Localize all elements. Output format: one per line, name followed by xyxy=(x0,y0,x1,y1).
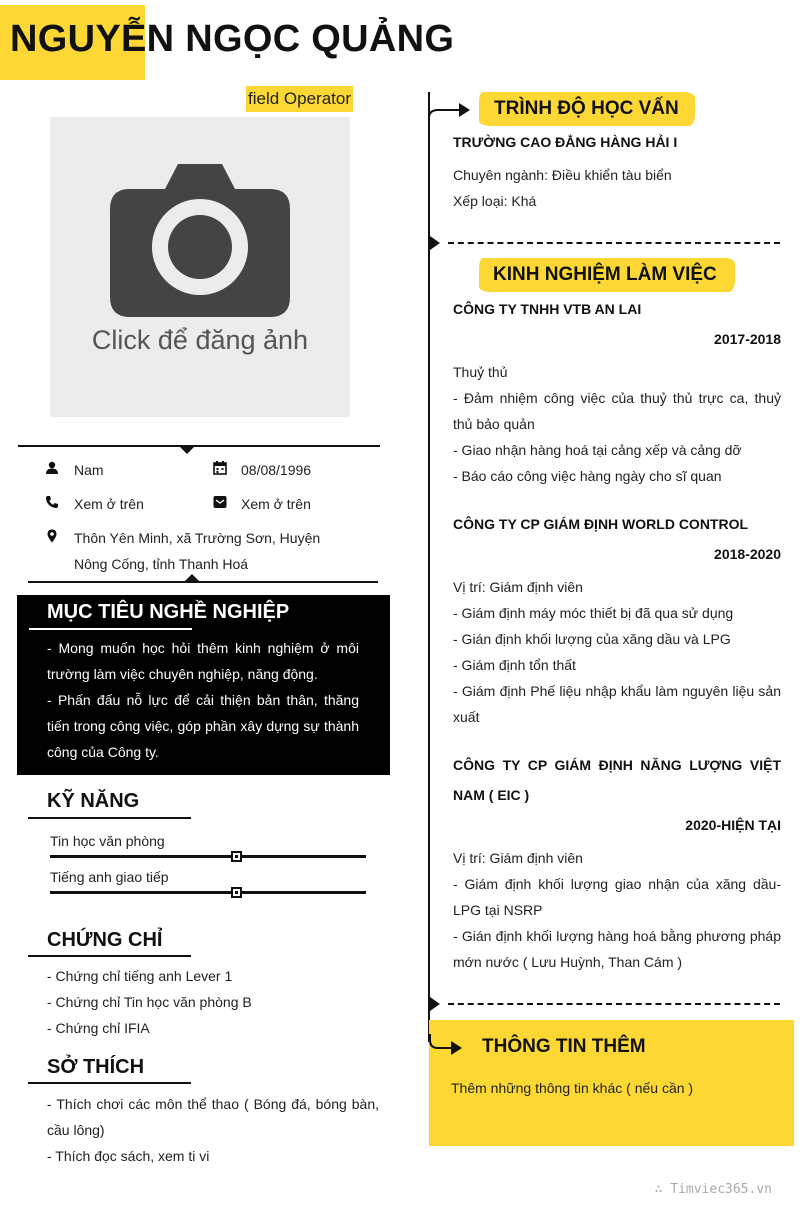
timeline-line xyxy=(428,92,430,1042)
skill-name: Tiếng anh giao tiếp xyxy=(50,869,169,885)
job-detail: Vị trí: Giám định viên xyxy=(453,850,583,866)
divider-arrow-down xyxy=(179,446,195,454)
arrow-right-icon xyxy=(428,1032,464,1060)
avatar-caption: Click để đăng ảnh xyxy=(91,325,309,355)
job-detail: - Giao nhận hàng hoá tại cảng xếp và cảng dỡ xyxy=(453,442,742,458)
certificate-item: - Chứng chỉ IFIA xyxy=(47,1020,150,1036)
job-detail: - Đảm nhiệm công việc của thuỷ thủ trực ca, thuỷ thủ bảo quản xyxy=(453,390,781,432)
education-grade: Xếp loại: Khá xyxy=(453,193,537,209)
timeline-marker xyxy=(430,997,440,1011)
job-company: CÔNG TY TNHH VTB AN LAI xyxy=(453,301,642,317)
certificates-title-underline xyxy=(28,955,191,957)
skill-level-handle[interactable] xyxy=(231,887,242,898)
dob-value: 08/08/1996 xyxy=(241,462,312,478)
section-divider xyxy=(448,242,780,244)
job-detail: - Giám định khối lượng giao nhận của xăng dầu-LPG tại NSRP xyxy=(453,876,781,918)
job-detail: - Báo cáo công việc hàng ngày cho sĩ quan xyxy=(453,468,722,484)
certificate-item: - Chứng chỉ Tin học văn phòng B xyxy=(47,994,252,1010)
phone-value: Xem ở trên xyxy=(74,496,144,512)
hobby-item: - Thích đọc sách, xem ti vi xyxy=(47,1148,210,1164)
avatar-upload[interactable] xyxy=(50,117,350,417)
job-detail: - Giám định Phế liệu nhập khẩu làm nguyên liệu sản xuất xyxy=(453,683,781,725)
camera-icon xyxy=(110,161,290,321)
job-years: 2020-HIỆN TẠI xyxy=(685,817,781,833)
certificates-title: CHỨNG CHỈ xyxy=(47,929,163,951)
extra-info-title: THÔNG TIN THÊM xyxy=(482,1036,646,1057)
skills-title: KỸ NĂNG xyxy=(47,790,140,812)
arrow-right-icon xyxy=(428,98,472,122)
gender-value: Nam xyxy=(74,462,104,478)
candidate-name: NGUYỄN NGỌC QUẢNG xyxy=(10,18,455,60)
education-title: TRÌNH ĐỘ HỌC VẤN xyxy=(494,98,679,119)
watermark-icon: ∴ xyxy=(654,1182,671,1197)
objective-title-underline xyxy=(29,628,192,630)
hobbies-title: SỞ THÍCH xyxy=(47,1056,145,1078)
watermark-text: Timviec365.vn xyxy=(670,1182,772,1197)
job-detail: - Giám định tổn thất xyxy=(453,657,576,673)
job-position[interactable]: field Operator xyxy=(246,86,353,112)
extra-info-text[interactable]: Thêm những thông tin khác ( nếu cần ) xyxy=(451,1080,694,1096)
location-icon xyxy=(45,529,59,543)
hobbies-title-underline xyxy=(28,1082,191,1084)
address-line-1: Thôn Yên Minh, xã Trường Sơn, Huyện xyxy=(74,530,321,546)
job-detail: Thuỷ thủ xyxy=(453,364,508,380)
job-detail: Vị trí: Giám định viên xyxy=(453,579,583,595)
skill-level-handle[interactable] xyxy=(231,851,242,862)
school-name: TRƯỜNG CAO ĐẲNG HÀNG HẢI I xyxy=(453,134,678,150)
objective-line: - Phấn đấu nỗ lực để cải thiện bản thân, thăng tiến trong công việc, góp phần xây dựng sự thành công của Công ty. xyxy=(47,692,359,760)
email-value: Xem ở trên xyxy=(241,496,311,512)
job-detail: - Gián định khối lượng của xăng dầu và LPG xyxy=(453,631,731,647)
timeline-marker xyxy=(430,236,440,250)
objective-title: MỤC TIÊU NGHỀ NGHIỆP xyxy=(47,601,290,623)
skill-name: Tin học văn phòng xyxy=(50,833,165,849)
divider-bottom xyxy=(28,581,378,583)
skills-title-underline xyxy=(28,817,191,819)
phone-icon xyxy=(45,495,59,509)
objective-section xyxy=(17,595,390,775)
skill-bar xyxy=(50,855,366,858)
education-major: Chuyên ngành: Điều khiển tàu biển xyxy=(453,167,672,183)
objective-body[interactable] xyxy=(47,635,359,765)
experience-title: KINH NGHIỆM LÀM VIỆC xyxy=(493,264,717,285)
calendar-icon xyxy=(213,461,227,475)
email-icon xyxy=(213,495,227,509)
hobby-item: - Thích chơi các môn thể thao ( Bóng đá, bóng bàn, cầu lông) xyxy=(47,1096,379,1138)
objective-line: - Mong muốn học hỏi thêm kinh nghiệm ở môi trường làm việc chuyên nghiệp, năng động. xyxy=(47,640,359,682)
user-icon xyxy=(45,461,59,475)
job-years: 2018-2020 xyxy=(714,546,781,562)
job-detail: - Gián định khối lượng hàng hoá bằng phương pháp mớn nước ( Lưu Huỳnh, Than Cám ) xyxy=(453,928,781,970)
job-company: CÔNG TY CP GIÁM ĐỊNH NĂNG LƯỢNG VIỆT NAM ( EIC ) xyxy=(453,757,781,803)
divider-top xyxy=(18,445,380,447)
address-line-2: Nông Cống, tỉnh Thanh Hoá xyxy=(74,556,249,572)
job-years: 2017-2018 xyxy=(714,331,781,347)
skill-bar xyxy=(50,891,366,894)
section-divider xyxy=(448,1003,780,1005)
certificate-item: - Chứng chỉ tiếng anh Lever 1 xyxy=(47,968,233,984)
job-company: CÔNG TY CP GIÁM ĐỊNH WORLD CONTROL xyxy=(453,516,749,532)
watermark xyxy=(655,1182,772,1197)
job-detail: - Giám định máy móc thiết bị đã qua sử dụng xyxy=(453,605,734,621)
